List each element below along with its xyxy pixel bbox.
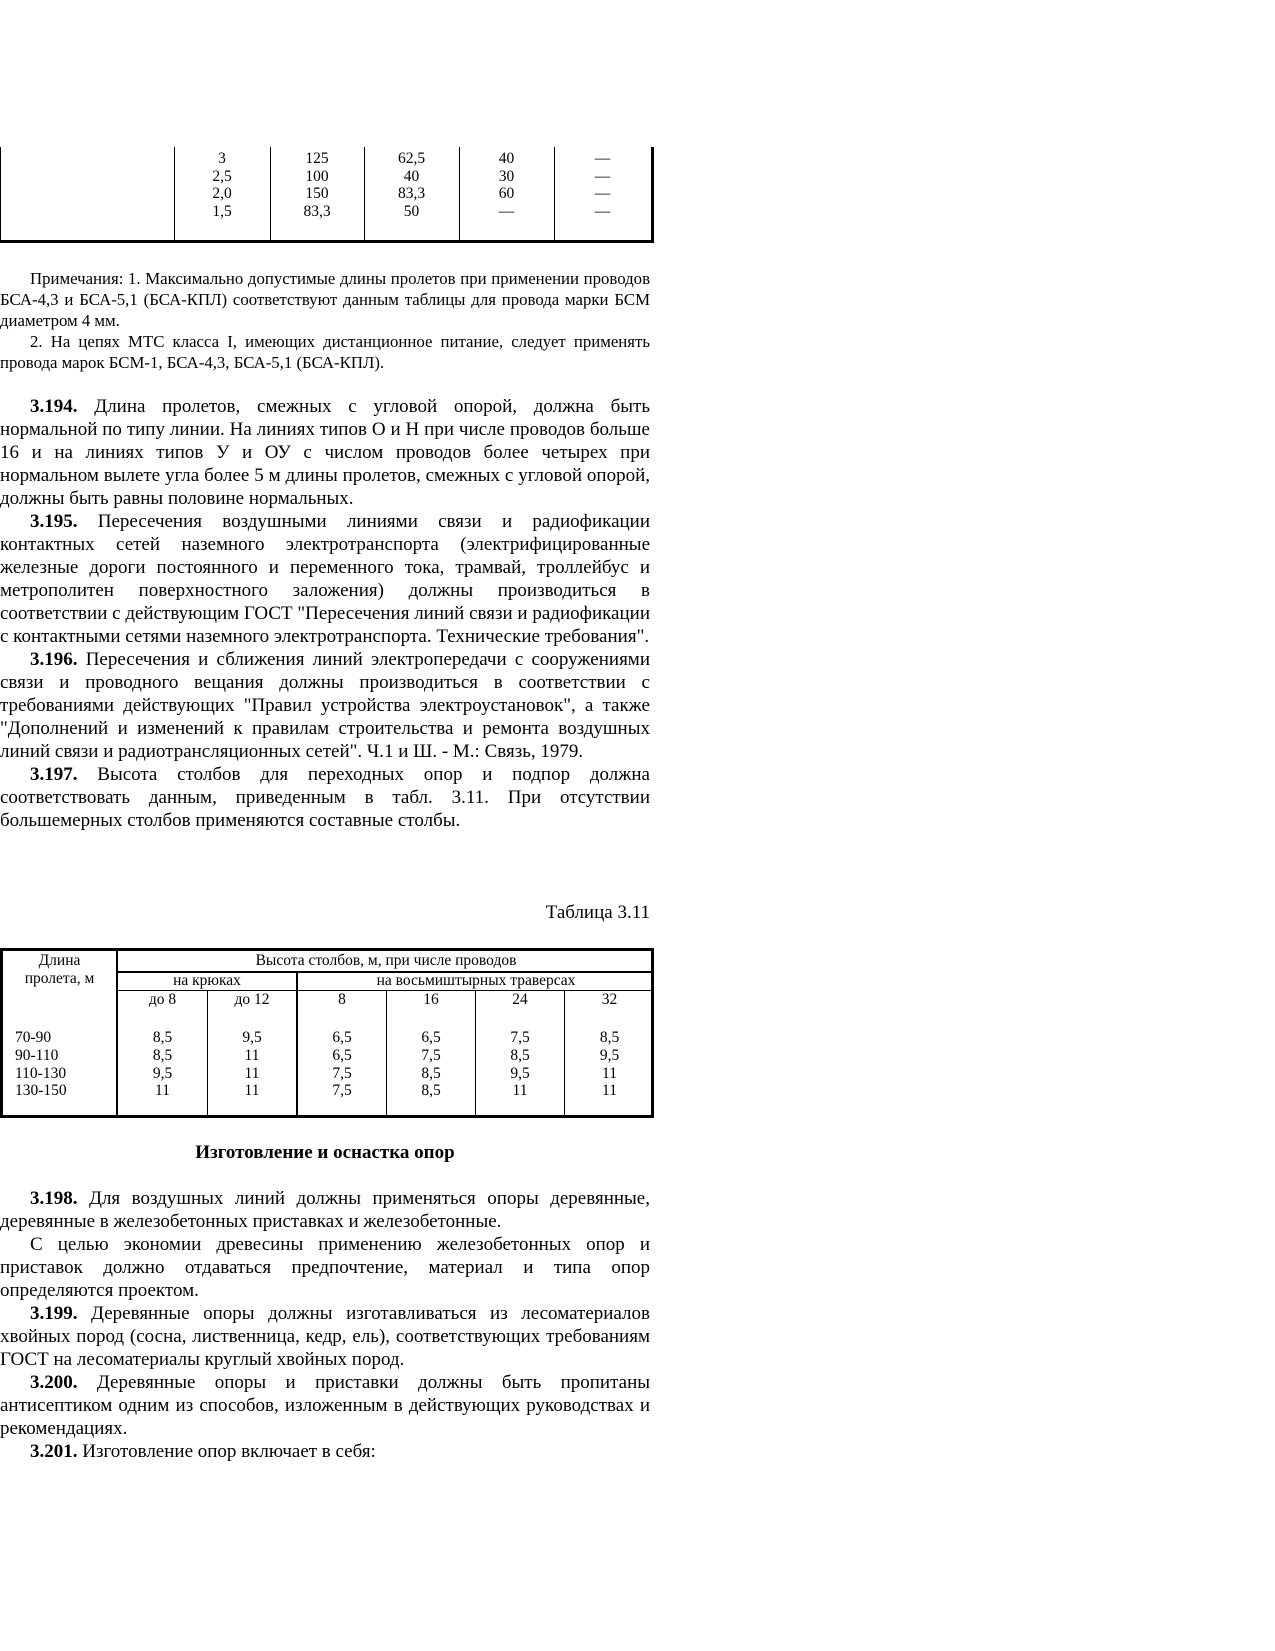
table-cell: 8,5 xyxy=(421,1064,441,1082)
table-cell: 2,5 xyxy=(212,167,232,185)
table-cell: 8,5 xyxy=(152,1046,173,1064)
table-cell: 9,5 xyxy=(510,1064,530,1082)
data-column xyxy=(118,1029,207,1100)
table-cell: 11 xyxy=(602,1064,617,1082)
table-cell: 8,5 xyxy=(510,1046,530,1064)
table-cell: 83,3 xyxy=(397,185,426,203)
paragraph-number: 3.196. xyxy=(30,649,78,670)
table-cell: 83,3 xyxy=(303,203,331,221)
section-heading: Изготовление и оснастка опор xyxy=(195,1142,455,1163)
paragraph-number: 3.195. xyxy=(30,511,78,532)
table-cell: 7,5 xyxy=(332,1082,352,1100)
table-cell: 9,5 xyxy=(152,1064,173,1082)
table-cell: — xyxy=(594,167,611,185)
paragraph-3-198 xyxy=(0,1187,650,1233)
paragraph-text: Для воздушных линий должны применяться опоры деревянные, деревянные в железобетонных приставках и железобетонные. xyxy=(0,1188,650,1232)
main-header: Высота столбов, м, при числе проводов xyxy=(255,952,517,969)
header-text: Длина xyxy=(38,952,81,969)
table-notes xyxy=(0,268,650,373)
table-cell: 2,0 xyxy=(212,185,232,203)
table-cell: 50 xyxy=(403,203,420,221)
paragraph-text: Пересечения воздушными линиями связи и радиофикации контактных сетей наземного электротранспорта (электрифицированные железные дороги постоянного и переменного тока, трамвай, троллейбус и метрополитен поверхностного заложения) должны производиться в соответствии с действующим ГОСТ "Пересечения линий связи и радиофикации с контактными сетями наземного электротранспорта. Технические требования". xyxy=(0,511,650,647)
table-3-11 xyxy=(0,948,654,1118)
data-column xyxy=(565,1029,654,1100)
paragraph-text: Высота столбов для переходных опор и подпор должна соответствовать данным, приведенным в табл. 3.11. При отсутствии большемерных столбов применяются составные столбы. xyxy=(0,764,650,831)
table-cell: 7,5 xyxy=(421,1046,441,1064)
table-caption: Таблица 3.11 xyxy=(545,902,650,923)
column-header-length xyxy=(3,952,116,988)
table-cell: 100 xyxy=(305,167,329,185)
table-column xyxy=(364,150,459,221)
sub-header: 32 xyxy=(601,991,618,1008)
data-column xyxy=(387,1029,475,1100)
table-cell: — xyxy=(594,150,611,167)
table-column xyxy=(270,150,364,221)
table-cell: 3 xyxy=(218,150,226,167)
table-cell: 11 xyxy=(244,1064,260,1082)
table-cell: 11 xyxy=(244,1082,260,1100)
table-cell: 11 xyxy=(512,1082,528,1100)
table-cell: 1,5 xyxy=(212,203,232,221)
paragraph-number: 3.201. xyxy=(30,1441,78,1462)
table-cell: 6,5 xyxy=(332,1046,352,1064)
table-cell: 60 xyxy=(498,185,515,203)
table-cell: 30 xyxy=(498,167,515,185)
table-cell: 40 xyxy=(498,150,515,167)
table-cell: 11 xyxy=(602,1082,617,1100)
sub-header: 16 xyxy=(423,991,439,1008)
table-cell: 8,5 xyxy=(152,1029,173,1046)
data-column xyxy=(476,1029,564,1100)
paragraph-3-195 xyxy=(0,510,650,648)
table-cell: 70-90 xyxy=(15,1029,52,1046)
table-cell: 8,5 xyxy=(421,1082,441,1100)
table-cell: — xyxy=(594,203,611,221)
sub-header: до 8 xyxy=(148,991,177,1008)
paragraph-3-201 xyxy=(0,1440,650,1463)
paragraph-3-197 xyxy=(0,763,650,832)
table-cell: — xyxy=(594,185,611,203)
table-cell: 7,5 xyxy=(510,1029,530,1046)
table-cell: 130-150 xyxy=(15,1082,67,1100)
data-column-length xyxy=(15,1029,105,1100)
paragraph-number: 3.200. xyxy=(30,1372,78,1393)
group-header-hooks: на крюках xyxy=(173,972,241,989)
data-column xyxy=(208,1029,296,1100)
paragraph-text: Деревянные опоры должны изготавливаться из лесоматериалов хвойных пород (сосна, лиственница, кедр, ель), соответствующих требованиям ГОСТ на лесоматериалы круглый хвойных пород. xyxy=(0,1303,650,1370)
paragraph-3-194 xyxy=(0,395,650,510)
header-text: пролета, м xyxy=(24,970,95,987)
table-cell: 8,5 xyxy=(599,1029,620,1046)
table-cell: 7,5 xyxy=(332,1064,352,1082)
paragraph-number: 3.194. xyxy=(30,396,78,417)
paragraph-text: Пересечения и сближения линий электропередачи с сооружениями связи и проводного вещания должны производиться в соответствии с требованиями действующих "Правил устройства электроустановок", а также "Дополнений и изменений к правилам строительства и ремонта воздушных линий связи и радиотрансляционных сетей". Ч.1 и Ш. - М.: Связь, 1979. xyxy=(0,649,650,762)
paragraph-text: С целью экономии древесины применению железобетонных опор и приставок должно отдаваться предпочтение, материал и типа опор определяются проектом. xyxy=(0,1234,650,1301)
paragraph-text: Изготовление опор включает в себя: xyxy=(77,1441,376,1462)
top-table-fragment xyxy=(0,147,654,243)
data-column xyxy=(298,1029,386,1100)
table-cell: 90-110 xyxy=(15,1046,59,1064)
table-cell: — xyxy=(498,203,515,221)
paragraph-text: Деревянные опоры и приставки должны быть пропитаны антисептиком одним из способов, изложенным в действующих руководствах и рекомендациях. xyxy=(0,1372,650,1439)
table-cell: 11 xyxy=(244,1046,260,1064)
paragraph-3-196 xyxy=(0,648,650,763)
table-cell: 9,5 xyxy=(242,1029,262,1046)
body-section-2 xyxy=(0,1187,650,1463)
paragraph-3-199 xyxy=(0,1302,650,1371)
note-1: Примечания: 1. Максимально допустимые длины пролетов при применении проводов БСА-4,3 и БСА-5,1 (БСА-КПЛ) соответствуют данным таблицы для провода марки БСМ диаметром 4 мм. xyxy=(0,269,650,330)
table-cell: 40 xyxy=(403,167,420,185)
paragraph-number: 3.198. xyxy=(30,1188,78,1209)
note-2: 2. На цепях МТС класса I, имеющих дистанционное питание, следует применять провода марок БСМ-1, БСА-4,3, БСА-5,1 (БСА-КПЛ). xyxy=(0,332,650,372)
paragraph-3-200 xyxy=(0,1371,650,1440)
paragraph-text: Длина пролетов, смежных с угловой опорой, должна быть нормальной по типу линии. На линиях типов О и Н при числе проводов больше 16 и на линиях типов У и ОУ с числом проводов более четырех при нормальном вылете угла более 5 м длины пролетов, смежных с угловой опорой, должны быть равны половине нормальных. xyxy=(0,396,650,509)
paragraph-economy xyxy=(0,1233,650,1302)
sub-header: 24 xyxy=(512,991,528,1008)
table-cell: 6,5 xyxy=(332,1029,352,1046)
table-cell: 125 xyxy=(305,150,329,167)
body-section-1 xyxy=(0,395,650,832)
table-column xyxy=(554,150,651,221)
table-cell: 11 xyxy=(155,1082,170,1100)
group-header-traverse: на восьмиштырных траверсах xyxy=(376,972,576,989)
paragraph-number: 3.199. xyxy=(30,1303,78,1324)
sub-header: 8 xyxy=(338,991,346,1008)
table-column xyxy=(174,150,270,221)
table-column xyxy=(459,150,554,221)
table-border xyxy=(0,147,1,240)
table-cell: 62,5 xyxy=(397,150,426,167)
table-cell: 6,5 xyxy=(421,1029,441,1046)
table-cell: 9,5 xyxy=(599,1046,620,1064)
sub-header: до 12 xyxy=(234,991,270,1008)
table-cell: 110-130 xyxy=(15,1064,67,1082)
paragraph-number: 3.197. xyxy=(30,764,78,785)
table-cell: 150 xyxy=(305,185,329,203)
